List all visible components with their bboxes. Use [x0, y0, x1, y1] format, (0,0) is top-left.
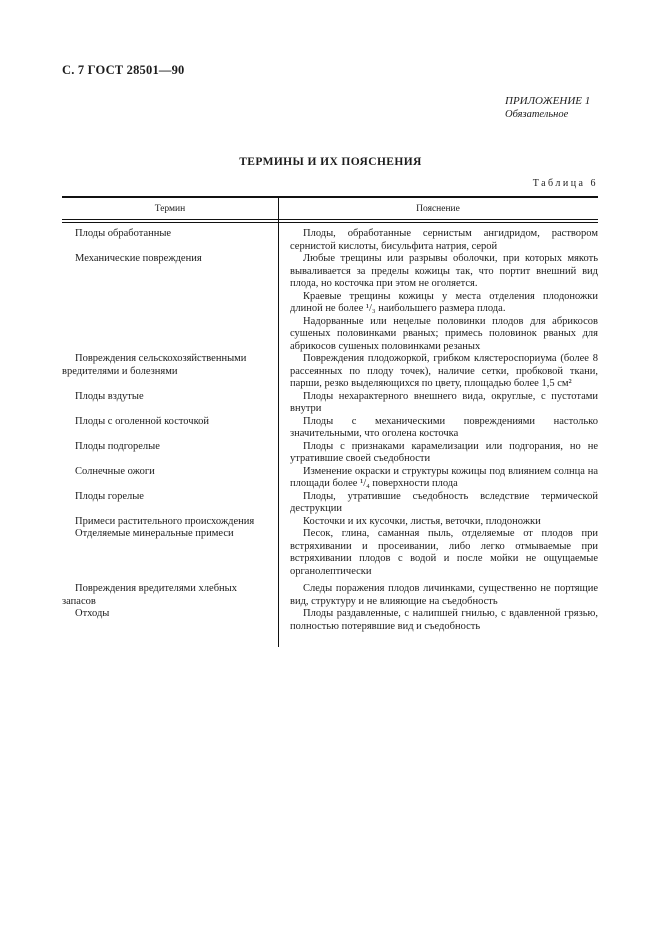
column-divider-line — [278, 198, 279, 647]
explanation-cell — [278, 416, 598, 441]
annex-block — [505, 95, 605, 121]
explanation-paragraph: Надорванные или нецелые половинки плодов для абрикосов сушеных половинками рваных; примесь половинок рваных для абрикосов сушеных половинками резаных — [290, 315, 598, 352]
doc-number: С. 7 ГОСТ 28501—90 — [62, 63, 185, 77]
table-row — [62, 491, 598, 516]
annex-label: ПРИЛОЖЕНИЕ 1 — [505, 95, 591, 107]
term-text: Плоды подгорелые — [75, 440, 160, 452]
term-cell — [62, 466, 278, 491]
explanation-paragraph: Плоды с механическими повреждениями настолько значительными, что оголена косточка — [290, 415, 598, 439]
term-cell — [62, 253, 278, 353]
table-row — [62, 516, 598, 529]
table-row — [62, 416, 598, 441]
term-text: Повреждения вредителями хлебных запасов — [62, 583, 237, 607]
term-cell — [62, 608, 278, 633]
term-text: Примеси растительного происхождения — [75, 515, 255, 527]
explanation-paragraph: Косточки и их кусочки, листья, веточки, плодоножки — [303, 515, 541, 527]
explanation-cell — [278, 466, 598, 491]
explanation-paragraph: Любые трещины или разрывы оболочки, при которых мякоть вываливается за пределы кожицы так, что портит внешний вид плода, но косточка при этом не оголяется. — [290, 253, 598, 289]
explanation-paragraph: Следы поражения плодов личинками, существенно не портящие вид, структуру и не влияющие на съедобность — [290, 583, 598, 607]
explanation-cell — [278, 353, 598, 391]
table-row — [62, 441, 598, 466]
term-cell — [62, 528, 278, 578]
explanation-cell — [278, 253, 598, 353]
explanation-paragraph: Плоды раздавленные, с налипшей гнилью, с вдавленной грязью, полностью потерявшие вид и съедобность — [290, 608, 598, 632]
table-row — [62, 466, 598, 491]
table-caption: Таблица 6 — [532, 178, 598, 189]
explanation-cell — [278, 528, 598, 578]
term-text: Солнечные ожоги — [75, 465, 155, 477]
column-header-explanation: Пояснение — [416, 204, 460, 214]
explanation-cell — [278, 491, 598, 516]
column-header-term: Термин — [154, 204, 186, 214]
explanation-paragraph: Плоды нехарактерного внешнего вида, округлые, с пустотами внутри — [290, 390, 598, 414]
annex-note: Обязательное — [505, 109, 569, 120]
explanation-cell — [278, 583, 598, 608]
term-text: Плоды обработанные — [75, 228, 172, 239]
term-text: Повреждения сельскохозяйственными вредителями и болезнями — [62, 353, 247, 377]
explanation-cell — [278, 608, 598, 633]
table-row — [62, 608, 598, 633]
table-row — [62, 583, 598, 608]
term-cell — [62, 391, 278, 416]
table-body — [62, 223, 598, 647]
explanation-paragraph: Плоды, обработанные сернистым ангидридом, раствором сернистой кислоты, бисульфита натрия, серой — [290, 228, 598, 252]
term-text: Плоды горелые — [75, 490, 144, 502]
term-text: Плоды вздутые — [75, 390, 144, 402]
table-header-row — [62, 198, 598, 219]
explanation-cell — [278, 391, 598, 416]
term-cell — [62, 441, 278, 466]
term-text: Отделяемые минеральные примеси — [75, 528, 234, 539]
table-row — [62, 353, 598, 391]
explanation-paragraph: Плоды с признаками карамелизации или подгорания, но не утратившие своей съедобности — [290, 440, 598, 464]
explanation-cell — [278, 516, 598, 529]
term-cell — [62, 516, 278, 529]
explanation-paragraph: Изменение окраски и структуры кожицы под влиянием солнца на площади более ¹/₄ поверхности плода — [290, 465, 598, 489]
table-row — [62, 391, 598, 416]
term-cell — [62, 228, 278, 253]
table-row — [62, 228, 598, 253]
term-cell — [62, 491, 278, 516]
term-text: Плоды с оголенной косточкой — [75, 415, 210, 427]
term-cell — [62, 353, 278, 391]
explanation-cell — [278, 228, 598, 253]
explanation-paragraph: Краевые трещины кожицы у места отделения плодоножки длиной не более ¹/₃ наибольшего размера плода. — [290, 290, 598, 314]
explanation-paragraph: Повреждения плодожоркой, грибком клястероспориума (более 8 рассеянных по плоду точек), наличие сетки, пробковой ткани, парши, резко выделяющихся по цвету, площадью более 1,5 см² — [290, 353, 598, 389]
explanation-paragraph: Песок, глина, саманная пыль, отделяемые от плодов при встряхивании и просеивании, либо легко отмываемые при встряхивании плодов с водой и после мойки не ощущаемые органолептически — [290, 528, 598, 577]
explanation-cell — [278, 441, 598, 466]
term-text: Отходы — [75, 608, 110, 619]
term-cell — [62, 583, 278, 608]
table-row — [62, 528, 598, 578]
table-row — [62, 253, 598, 353]
terms-table — [62, 196, 598, 647]
term-text: Механические повреждения — [75, 253, 202, 264]
term-cell — [62, 416, 278, 441]
explanation-paragraph: Плоды, утратившие съедобность вследствие термической деструкции — [290, 490, 598, 514]
page-title: ТЕРМИНЫ И ИХ ПОЯСНЕНИЯ — [239, 156, 422, 168]
